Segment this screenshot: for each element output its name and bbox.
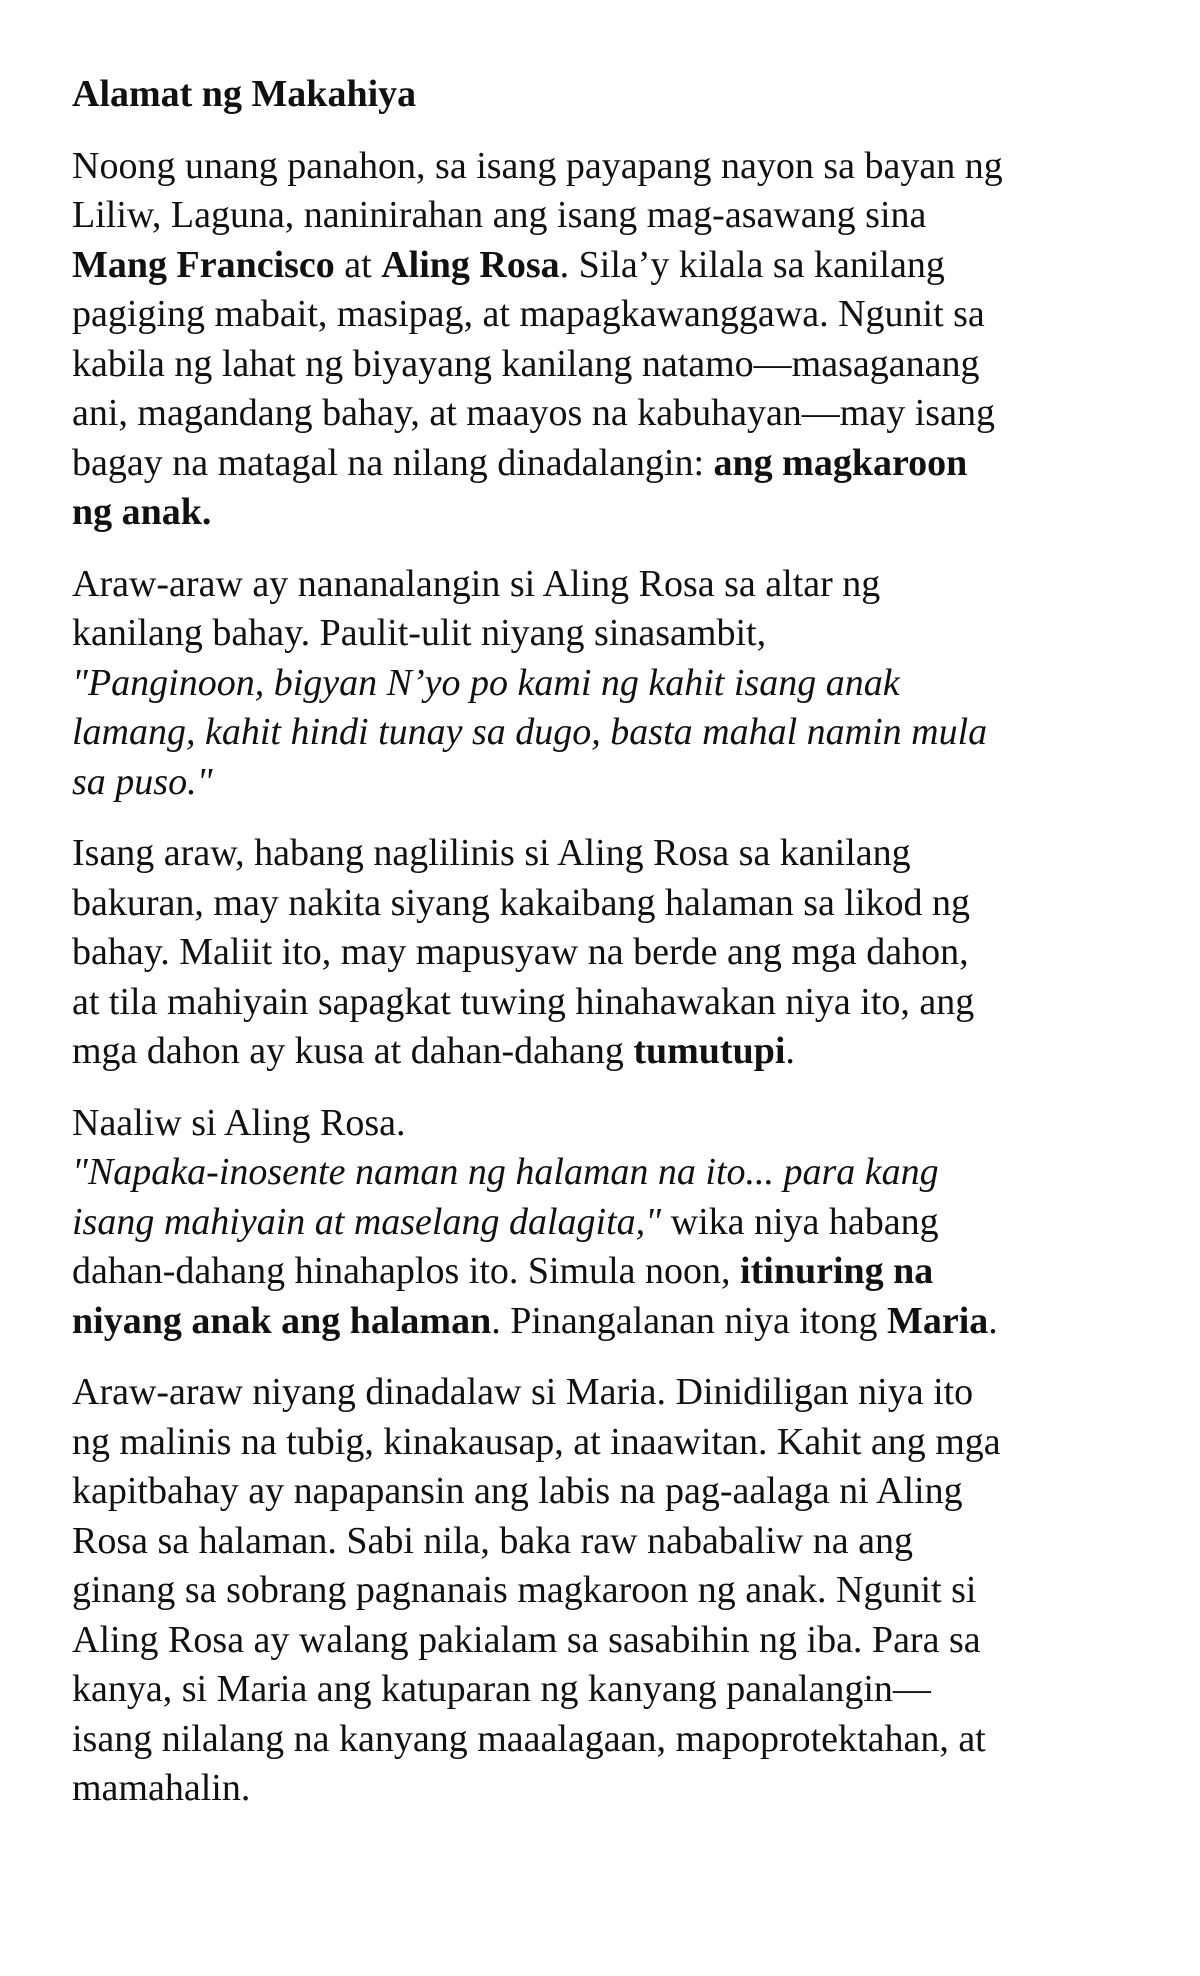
italic-prayer-line: lamang, kahit hindi tunay sa dugo, basta mahal namin mula: [72, 711, 988, 753]
story-title: Alamat ng Makahiya: [72, 73, 417, 115]
text-fragment: . Sila’y kilala sa kanilang: [559, 243, 945, 286]
text-fragment: at: [334, 243, 382, 286]
text-line: [72, 1247, 1152, 1297]
bold-emphasis: ng anak.: [72, 491, 212, 533]
text-line: bakuran, may nakita siyang kakaibang halaman sa likod ng: [72, 881, 971, 924]
bold-emphasis: niyang anak ang halaman: [72, 1299, 492, 1342]
bold-name-francisco: Mang Francisco: [72, 243, 335, 286]
text-line: [72, 241, 1152, 291]
bold-emphasis: ang magkaroon: [713, 441, 968, 484]
text-fragment: bagay na matagal na nilang dinadalangin:: [72, 441, 714, 484]
text-line: bahay. Maliit ito, may mapusyaw na berde ang mga dahon,: [72, 931, 969, 973]
text-fragment: .: [988, 1299, 998, 1342]
text-line: Liliw, Laguna, naninirahan ang isang mag-asawang sina: [72, 194, 927, 236]
italic-quote: isang mahiyain at maselang dalagita,": [72, 1200, 662, 1243]
text-line: kanya, si Maria ang katuparan ng kanyang panalangin—: [72, 1668, 931, 1710]
italic-prayer-line: "Panginoon, bigyan N’yo po kami ng kahit isang anak: [72, 661, 900, 704]
text-line: Noong unang panahon, sa isang payapang nayon sa bayan ng: [72, 144, 1003, 187]
text-line: kapitbahay ay napapansin ang labis na pag-aalaga ni Aling: [72, 1470, 963, 1512]
text-fragment: . Pinangalanan niya itong: [491, 1299, 887, 1342]
text-line: Aling Rosa ay walang pakialam sa sasabihin ng iba. Para sa: [72, 1618, 981, 1661]
text-line: Araw-araw ay nananalangin si Aling Rosa sa altar ng: [72, 562, 881, 605]
italic-prayer-line: sa puso.": [72, 760, 213, 803]
paragraph-3: [72, 829, 1152, 1077]
text-line: ng malinis na tubig, kinakausap, at inaawitan. Kahit ang mga: [72, 1420, 1001, 1463]
paragraph-1: [72, 142, 1152, 538]
text-line: [72, 488, 1152, 538]
italic-quote-line: "Napaka-inosente naman ng halaman na ito... para kang: [72, 1151, 939, 1193]
text-line: Rosa sa halaman. Sabi nila, baka raw nababaliw na ang: [72, 1519, 913, 1562]
text-line: at tila mahiyain sapagkat tuwing hinahawakan niya ito, ang: [72, 980, 975, 1023]
text-line: [72, 1198, 1152, 1248]
bold-name-maria: Maria: [886, 1299, 989, 1342]
text-line: isang nilalang na kanyang maaalagaan, mapoprotektahan, at: [72, 1717, 986, 1760]
text-fragment: mga dahon ay kusa at dahan-dahang: [72, 1030, 634, 1072]
text-fragment: wika niya habang: [661, 1200, 939, 1243]
paragraph-5: [72, 1368, 1152, 1814]
text-line: [72, 1297, 1152, 1347]
text-line: ginang sa sobrang pagnanais magkaroon ng anak. Ngunit si: [72, 1569, 977, 1611]
bold-name-rosa: Aling Rosa: [381, 243, 560, 286]
text-line: Naaliw si Aling Rosa.: [72, 1101, 406, 1144]
text-line: Araw-araw niyang dinadalaw si Maria. Dinidiligan niya ito: [72, 1371, 974, 1413]
text-line: kabila ng lahat ng biyayang kanilang natamo—masaganang: [72, 342, 980, 385]
paragraph-4: [72, 1099, 1152, 1347]
paragraph-2: [72, 560, 1152, 808]
text-line: kanilang bahay. Paulit-ulit niyang sinasambit,: [72, 612, 767, 654]
bold-emphasis: itinuring na: [740, 1250, 934, 1292]
bold-emphasis: tumutupi: [633, 1030, 786, 1072]
text-line: mamahalin.: [72, 1767, 251, 1809]
document-page: [72, 70, 1152, 1836]
text-line: pagiging mabait, masipag, at mapagkawanggawa. Ngunit sa: [72, 293, 985, 335]
text-line: ani, magandang bahay, at maayos na kabuhayan—may isang: [72, 392, 995, 434]
text-line: Isang araw, habang naglilinis si Aling Rosa sa kanilang: [72, 832, 911, 874]
text-fragment: dahan-dahang hinahaplos ito. Simula noon,: [72, 1250, 741, 1292]
text-line: [72, 439, 1152, 489]
text-fragment: .: [785, 1030, 795, 1072]
text-line: [72, 1027, 1152, 1077]
